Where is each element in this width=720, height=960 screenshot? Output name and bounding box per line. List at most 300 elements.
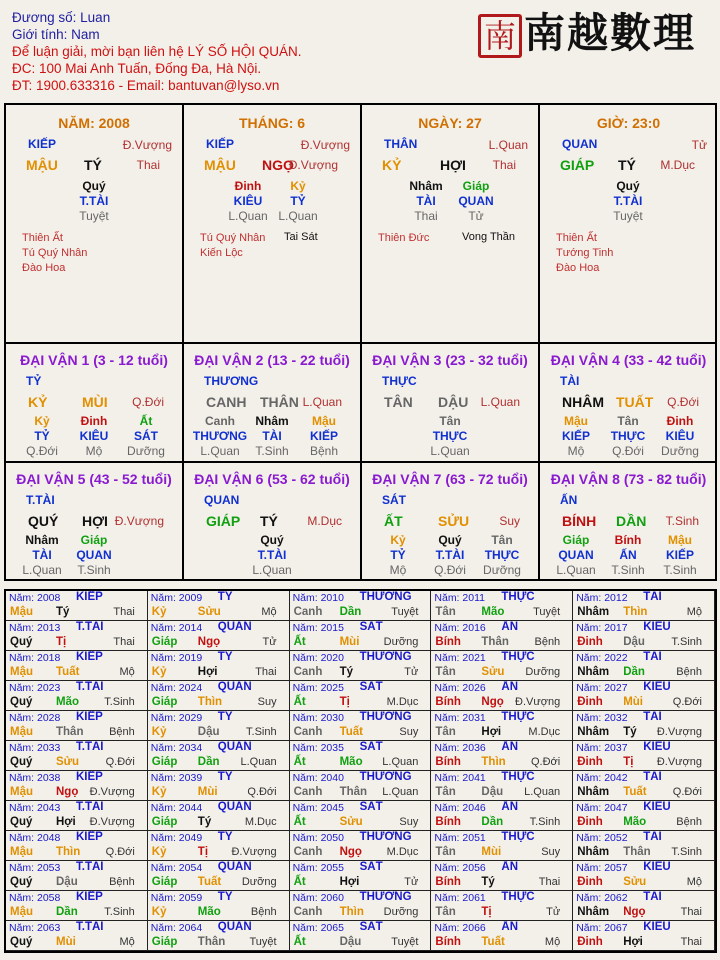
year-label: Năm: 2032 (576, 712, 628, 724)
dai-van-can: TÂN (384, 394, 413, 410)
year-label: Năm: 2065 (292, 922, 344, 934)
dai-van-stage: Suy (499, 514, 520, 528)
seal-stamp: 南 (478, 14, 522, 58)
star-item: Đào Hoa (22, 262, 66, 274)
year-god: THƯƠNG (359, 771, 412, 783)
year-chi: Ngọ (56, 786, 79, 798)
year-stage: L.Quan (382, 786, 419, 798)
hidden-god: KIẾP (665, 548, 694, 562)
year-cell (573, 921, 715, 951)
year-god: KIÊU (643, 741, 671, 753)
gender: Giới tính: Nam (12, 27, 100, 42)
year-cell (290, 711, 432, 741)
contact-line: Để luận giải, mời bạn liên hệ LÝ SỐ HỘI QUÁN. (12, 44, 302, 59)
hidden-god: TỶ (290, 194, 306, 208)
year-label: Năm: 2052 (576, 832, 628, 844)
year-chi: Mão (197, 906, 221, 918)
year-cell (148, 831, 290, 861)
dai-van-title: ĐẠI VẬN 3 (23 - 32 tuổi) (372, 352, 528, 368)
year-cell (573, 831, 715, 861)
year-chi: Thìn (339, 906, 364, 918)
year-stage: Bệnh (109, 876, 135, 888)
dai-van-god: TÀI (560, 374, 580, 388)
year-cell (148, 861, 290, 891)
year-god: TÀI (643, 651, 662, 663)
year-chi: Thân (339, 786, 368, 798)
year-can: Kỷ (151, 606, 167, 618)
hidden-stage: Dưỡng (127, 444, 165, 458)
year-label: Năm: 2033 (9, 742, 61, 754)
year-stage: Q.Đới (247, 786, 277, 798)
year-chi: Dậu (623, 636, 645, 648)
year-can: Quý (10, 936, 33, 948)
hidden-can: Mậu (564, 414, 588, 428)
year-god: KIÊU (643, 861, 671, 873)
year-cell (290, 861, 432, 891)
year-label: Năm: 2045 (292, 802, 344, 814)
year-god: ẤN (501, 861, 519, 873)
year-label: Năm: 2019 (150, 652, 203, 664)
year-stage: Dưỡng (241, 876, 277, 888)
year-label: Năm: 2057 (576, 862, 628, 874)
year-stage: T.Sinh (246, 726, 277, 738)
year-stage: Bệnh (676, 666, 702, 678)
year-chi: Tị (56, 636, 67, 648)
year-cell (431, 921, 573, 951)
pillar-stage: Thai (492, 158, 516, 172)
year-can: Tân (435, 666, 456, 678)
star-list (378, 231, 429, 246)
year-chi: Dậu (339, 936, 362, 948)
year-label: Năm: 2040 (292, 772, 344, 784)
star-item: Thiên Ất (556, 232, 597, 244)
year-stage: Q.Đới (672, 786, 702, 798)
year-god: T.TÀI (76, 621, 104, 633)
pillar-title: GIỜ: 23:0 (596, 115, 661, 131)
year-chi: Hợi (56, 816, 76, 828)
year-god: TỶ (217, 711, 233, 723)
pillar-stage: M.Dục (660, 158, 695, 172)
year-can: Mậu (10, 666, 33, 678)
hidden-can: Nhâm (25, 533, 59, 547)
year-chi: Thân (197, 936, 226, 948)
year-stage: Q.Đới (672, 696, 702, 708)
year-cell (573, 681, 715, 711)
year-cell (290, 681, 432, 711)
header-info (12, 9, 301, 94)
year-chi: Sửu (623, 876, 647, 888)
year-cell (6, 741, 148, 771)
year-chi: Tý (481, 876, 495, 888)
pillar-chi: TÝ (84, 157, 102, 173)
year-can: Ất (293, 816, 306, 828)
year-cell (148, 591, 290, 621)
year-chi: Tị (339, 696, 350, 708)
star-item: Đào Hoa (556, 262, 600, 274)
hidden-god: KIẾP (561, 429, 590, 443)
hidden-god: KIÊU (79, 429, 109, 443)
hidden-can: Tân (439, 414, 461, 428)
year-label: Năm: 2008 (9, 592, 61, 604)
hidden-god: T.TÀI (257, 548, 287, 562)
year-cell (6, 891, 148, 921)
year-chi: Hợi (339, 876, 360, 888)
year-can: Kỷ (151, 726, 167, 738)
year-chi: Sửu (339, 816, 363, 828)
year-cell (431, 801, 573, 831)
year-label: Năm: 2009 (150, 592, 203, 604)
hidden-stage: Dưỡng (661, 444, 699, 458)
hidden-can: Mậu (668, 533, 692, 547)
year-label: Năm: 2031 (434, 712, 486, 724)
year-can: Nhâm (577, 846, 610, 858)
year-cell (148, 891, 290, 921)
year-chi: Thìn (623, 606, 648, 618)
year-stage: Suy (257, 696, 277, 708)
year-cell (431, 651, 573, 681)
year-can: Kỷ (151, 666, 167, 678)
year-god: KIẾP (76, 771, 103, 783)
year-label: Năm: 2055 (292, 862, 344, 874)
year-label: Năm: 2012 (576, 592, 628, 604)
dai-van-cell (362, 344, 538, 461)
year-stage: T.Sinh (529, 816, 561, 828)
year-god: TÀI (643, 771, 662, 783)
year-chi: Tị (197, 846, 209, 858)
year-label: Năm: 2015 (292, 622, 344, 634)
star-item: Tú Quý Nhân (22, 247, 88, 259)
year-cell (290, 621, 432, 651)
year-stage: Suy (399, 816, 419, 828)
year-stage: M.Dục (244, 816, 277, 828)
star-list (200, 231, 265, 261)
year-label: Năm: 2048 (9, 832, 61, 844)
year-god: ẤN (501, 621, 519, 633)
star-item: Tú Quý Nhân (200, 232, 266, 244)
dai-van-cell (184, 463, 360, 580)
year-label: Năm: 2024 (150, 682, 203, 694)
year-cell (6, 711, 148, 741)
year-chi: Tị (481, 906, 492, 918)
year-label: Năm: 2011 (434, 592, 485, 604)
year-god: SÁT (359, 861, 383, 873)
hidden-can: Nhâm (255, 414, 289, 428)
hidden-god: TỶ (390, 548, 406, 562)
year-can: Ất (293, 696, 306, 708)
year-god: THỰC (501, 651, 535, 663)
year-label: Năm: 2035 (292, 742, 344, 754)
year-god: KIẾP (76, 891, 103, 903)
year-can: Tân (435, 606, 456, 618)
hidden-can: Đinh (234, 179, 262, 193)
year-god: TỶ (217, 831, 233, 843)
year-stage: Tử (404, 666, 419, 678)
hidden-can: Tân (617, 414, 639, 428)
year-can: Ất (293, 936, 306, 948)
year-cell (431, 771, 573, 801)
hidden-god: KIÊU (665, 429, 695, 443)
dai-van-chi: TUẤT (616, 394, 654, 410)
year-can: Quý (10, 816, 33, 828)
year-cell (6, 621, 148, 651)
pillar-title: THÁNG: 6 (238, 115, 306, 131)
year-stage: Đ.Vượng (89, 786, 135, 798)
hidden-god: TÀI (416, 194, 436, 208)
year-label: Năm: 2020 (292, 652, 344, 664)
hidden-stage: L.Quan (200, 444, 240, 458)
year-chi: Mùi (481, 846, 502, 858)
year-chi: Hợi (481, 726, 502, 738)
year-label: Năm: 2049 (150, 832, 203, 844)
year-can: Quý (10, 636, 33, 648)
year-label: Năm: 2056 (434, 862, 486, 874)
year-can: Quý (10, 756, 33, 768)
year-label: Năm: 2047 (576, 802, 628, 814)
year-stage: Mộ (119, 936, 135, 948)
year-chi: Ngọ (481, 696, 504, 708)
hidden-god: THỰC (484, 548, 520, 562)
dai-van-stage: Q.Đới (132, 395, 164, 409)
year-can: Quý (10, 696, 33, 708)
year-stage: Tuyệt (249, 936, 277, 948)
brand-calligraphy: 南越數理 (524, 9, 696, 57)
year-label: Năm: 2061 (434, 892, 486, 904)
year-chi: Sửu (197, 606, 221, 618)
year-god: SÁT (359, 801, 383, 813)
hidden-can: Bính (614, 533, 642, 547)
year-label: Năm: 2066 (434, 922, 486, 934)
year-chi: Tý (197, 816, 212, 828)
year-chi: Mùi (339, 636, 360, 648)
year-can: Đinh (577, 876, 603, 888)
hidden-stage: L.Quan (278, 209, 318, 223)
year-stage: Dưỡng (383, 636, 419, 648)
year-can: Nhâm (577, 906, 610, 918)
year-chi: Mão (481, 606, 505, 618)
year-can: Quý (10, 876, 33, 888)
hidden-god: TÀI (32, 548, 52, 562)
year-god: KIÊU (643, 621, 671, 633)
hidden-stage: Q.Đới (612, 444, 644, 458)
year-god: QUAN (217, 861, 252, 873)
dai-van-chi: SỬU (438, 513, 470, 529)
dai-van-chi: DẬU (438, 394, 469, 410)
dai-van-can: BÍNH (562, 513, 597, 529)
year-label: Năm: 2022 (576, 652, 628, 664)
year-can: Ất (293, 756, 306, 768)
hidden-can: Tân (491, 533, 513, 547)
year-god: KIẾP (76, 591, 103, 603)
hidden-can: Đinh (80, 414, 108, 428)
year-stage: Đ.Vượng (656, 726, 702, 738)
year-stage: Dưỡng (383, 906, 419, 918)
hidden-god: TÀI (262, 429, 282, 443)
year-label: Năm: 2062 (576, 892, 628, 904)
year-chi: Thìn (481, 756, 506, 768)
year-stage: Mộ (261, 606, 277, 618)
year-god: ẤN (501, 741, 519, 753)
year-chi: Dậu (197, 726, 220, 738)
year-label: Năm: 2018 (9, 652, 61, 664)
year-stage: L.Quan (240, 756, 277, 768)
year-god: SÁT (359, 921, 383, 933)
year-cell (431, 591, 573, 621)
hidden-can: Canh (205, 414, 235, 428)
year-chi: Tuất (339, 726, 364, 738)
hidden-stage: Dưỡng (483, 563, 521, 577)
year-can: Giáp (151, 936, 178, 948)
pillar-cell (184, 105, 360, 342)
year-can: Giáp (151, 816, 178, 828)
pillar-top-god: QUAN (562, 137, 598, 151)
year-chi: Tị (623, 756, 634, 768)
year-chi: Tý (623, 726, 637, 738)
dai-van-stage: T.Sinh (665, 514, 699, 528)
year-cell (431, 861, 573, 891)
dai-van-stage: M.Dục (307, 514, 342, 528)
dai-van-god: QUAN (204, 493, 240, 507)
dai-van-can: KỶ (28, 394, 48, 410)
dai-van-chi: HỢI (82, 513, 108, 529)
year-label: Năm: 2027 (576, 682, 628, 694)
year-label: Năm: 2034 (150, 742, 203, 754)
year-cell (431, 741, 573, 771)
hidden-god: KIẾP (309, 429, 338, 443)
year-cell (148, 741, 290, 771)
year-label: Năm: 2053 (9, 862, 61, 874)
hidden-god: ẤN (619, 548, 637, 562)
year-chi: Dậu (481, 786, 504, 798)
year-chi: Thân (481, 636, 509, 648)
dai-van-can: ẤT (384, 513, 403, 529)
year-cell (431, 831, 573, 861)
year-chi: Dần (623, 666, 645, 678)
year-label: Năm: 2029 (150, 712, 203, 724)
year-god: THƯƠNG (359, 831, 412, 843)
year-chi: Mão (339, 756, 363, 768)
year-stage: Thai (113, 606, 135, 618)
dai-van-can: GIÁP (206, 513, 241, 529)
year-god: T.TÀI (76, 741, 104, 753)
year-can: Canh (293, 846, 323, 858)
dai-van-stage: Đ.Vượng (114, 514, 164, 528)
year-stage: Dưỡng (525, 666, 561, 678)
year-stage: Thai (680, 936, 702, 948)
year-chi: Mùi (197, 786, 218, 798)
star-item: Kiến Lộc (200, 247, 243, 259)
pillar-cell (362, 105, 538, 342)
year-god: SÁT (359, 681, 383, 693)
year-cell (290, 591, 432, 621)
year-god: KIÊU (643, 921, 671, 933)
year-god: TÀI (643, 591, 662, 603)
hidden-god: T.TÀI (435, 548, 465, 562)
year-stage: Đ.Vượng (89, 816, 135, 828)
year-label: Năm: 2067 (576, 922, 628, 934)
year-god: KIẾP (76, 651, 103, 663)
year-god: QUAN (217, 621, 252, 633)
year-stage: T.Sinh (104, 696, 135, 708)
year-can: Mậu (10, 726, 33, 738)
year-cell (573, 891, 715, 921)
year-god: THỰC (501, 891, 535, 903)
hidden-god: T.TÀI (79, 194, 109, 208)
year-stage: Suy (399, 726, 419, 738)
dai-van-god: SÁT (382, 493, 406, 507)
year-stage: Bệnh (109, 726, 135, 738)
year-chi: Tý (339, 666, 354, 678)
year-cell (290, 771, 432, 801)
year-can: Canh (293, 906, 323, 918)
pillar-can: MẬU (204, 157, 236, 173)
pillar-chi: HỢI (440, 157, 466, 173)
pillar-title: NĂM: 2008 (58, 115, 130, 131)
year-cell (431, 711, 573, 741)
year-can: Bính (435, 876, 461, 888)
year-cell (148, 711, 290, 741)
year-cell (6, 771, 148, 801)
hidden-can: Giáp (462, 179, 490, 193)
pillar-top-god: KIẾP (206, 137, 235, 151)
year-stage: Suy (541, 846, 561, 858)
dai-van-god: TỶ (26, 374, 42, 388)
year-chi: Dần (481, 816, 504, 828)
year-god: ẤN (501, 921, 519, 933)
year-label: Năm: 2060 (292, 892, 344, 904)
hidden-can: Quý (82, 179, 106, 193)
hidden-stage: Mộ (389, 563, 407, 577)
year-god: T.TÀI (76, 681, 104, 693)
hidden-can: Quý (438, 533, 462, 547)
year-chi: Mùi (56, 936, 76, 948)
year-label: Năm: 2046 (434, 802, 486, 814)
dai-van-cell (184, 344, 360, 461)
year-can: Bính (435, 756, 461, 768)
hidden-god: QUAN (558, 548, 594, 562)
year-cell (148, 771, 290, 801)
dai-van-cell (540, 463, 717, 580)
hidden-can: Ất (139, 414, 153, 428)
year-can: Tân (435, 906, 456, 918)
phone-email-line: ĐT: 1900.633316 - Email: bantuvan@lyso.vn (12, 78, 280, 93)
year-chi: Thìn (56, 846, 81, 858)
dai-van-cell (540, 344, 717, 461)
dai-van-god: THỰC (382, 374, 417, 388)
year-chi: Thân (623, 846, 651, 858)
year-can: Mậu (10, 786, 33, 798)
year-label: Năm: 2044 (150, 802, 203, 814)
year-stage: Bệnh (676, 816, 702, 828)
year-can: Mậu (10, 906, 33, 918)
year-stage: Tuyệt (533, 606, 561, 618)
year-label: Năm: 2013 (9, 622, 61, 634)
hidden-stage: Tuyệt (79, 209, 109, 223)
chart-grid (4, 103, 717, 581)
pillar-cell (6, 105, 182, 342)
hidden-stage: Bệnh (309, 444, 339, 458)
year-stage: M.Dục (386, 846, 419, 858)
year-stage: Tử (546, 906, 561, 918)
year-cell (431, 621, 573, 651)
year-god: THƯƠNG (359, 591, 412, 603)
year-can: Đinh (577, 936, 603, 948)
year-stage: Bệnh (534, 636, 561, 648)
year-chi: Tý (56, 606, 70, 618)
year-can: Tân (435, 846, 456, 858)
year-can: Bính (435, 816, 461, 828)
hidden-stage: T.Sinh (77, 563, 111, 577)
year-cell (290, 921, 432, 951)
